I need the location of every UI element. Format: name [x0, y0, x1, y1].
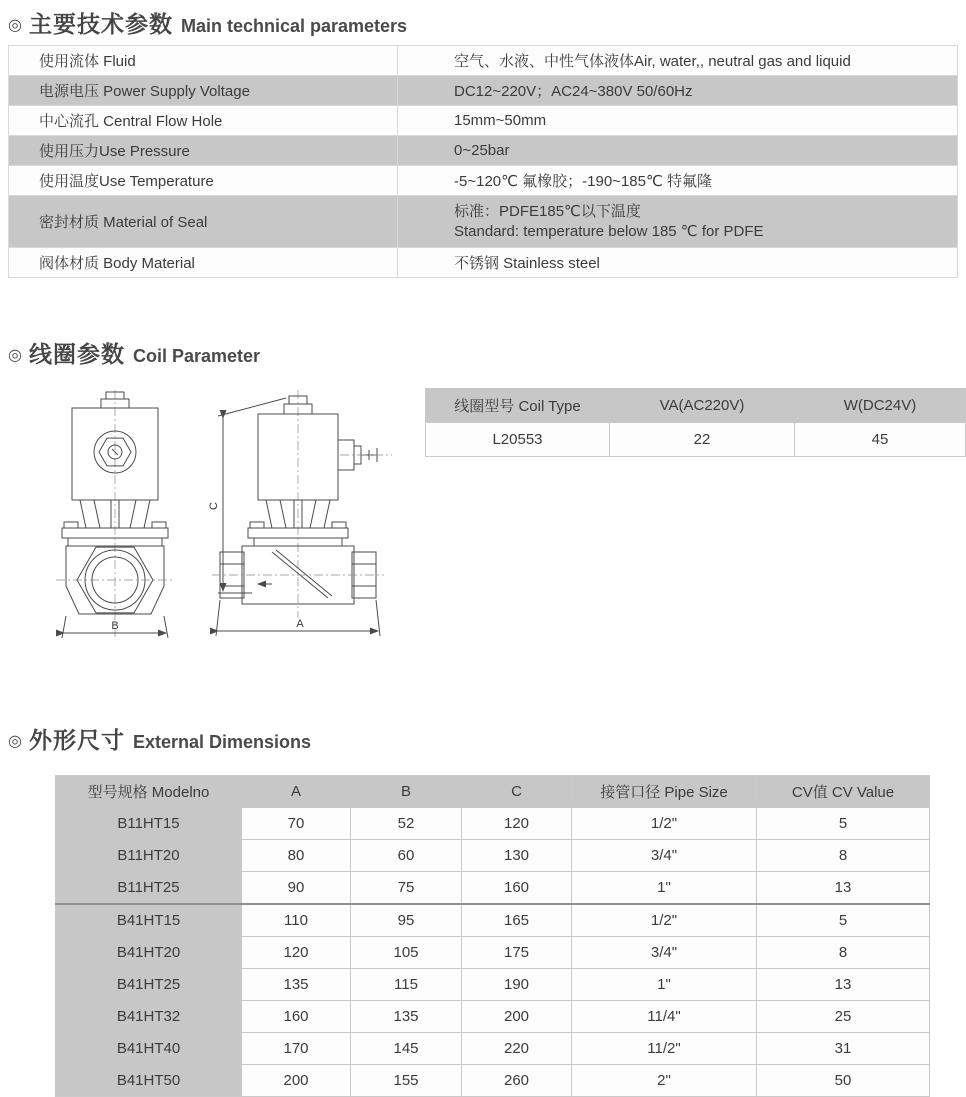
dim-c-cell: 160 [462, 872, 572, 905]
coil-w-value: 45 [795, 423, 966, 457]
param-label: 电源电压 Power Supply Voltage [9, 76, 398, 106]
pipe-size-cell: 1" [572, 969, 757, 1001]
dims-header-cv-value: CV值 CV Value [757, 776, 930, 808]
dimensions-title [8, 722, 311, 755]
coil-header-va: VA(AC220V) [610, 389, 795, 423]
table-row [56, 1033, 930, 1065]
cv-value-cell: 8 [757, 840, 930, 872]
cv-value-cell: 8 [757, 937, 930, 969]
coil-header-type: 线圈型号 Coil Type [426, 389, 610, 423]
dim-b-cell: 60 [351, 840, 462, 872]
coil-type-value: L20553 [426, 423, 610, 457]
param-label: 使用压力Use Pressure [9, 136, 398, 166]
param-label: 密封材质 Material of Seal [9, 196, 398, 248]
table-row [9, 196, 958, 248]
dim-label-b: B [111, 620, 119, 632]
model-cell: B41HT25 [56, 969, 242, 1001]
cv-value-cell: 31 [757, 1033, 930, 1065]
param-label: 使用温度Use Temperature [9, 166, 398, 196]
table-row [9, 166, 958, 196]
valve-technical-drawing [20, 388, 400, 668]
dim-b-cell: 105 [351, 937, 462, 969]
param-value: DC12~220V；AC24~380V 50/60Hz [398, 76, 958, 106]
coil-title-zh: 线圈参数 [28, 341, 125, 367]
cv-value-cell: 13 [757, 872, 930, 905]
dim-b-cell: 145 [351, 1033, 462, 1065]
dim-a-cell: 90 [242, 872, 351, 905]
dim-a-cell: 120 [242, 937, 351, 969]
dim-b-cell: 115 [351, 969, 462, 1001]
table-header-row [56, 776, 930, 808]
dim-c-cell: 220 [462, 1033, 572, 1065]
table-row [56, 872, 930, 905]
model-cell: B41HT50 [56, 1065, 242, 1097]
dim-c-cell: 175 [462, 937, 572, 969]
cv-value-cell: 5 [757, 904, 930, 937]
dim-c-cell: 260 [462, 1065, 572, 1097]
pipe-size-cell: 3/4" [572, 840, 757, 872]
param-label: 中心流孔 Central Flow Hole [9, 106, 398, 136]
table-row [56, 808, 930, 840]
pipe-size-cell: 11/4" [572, 1001, 757, 1033]
cv-value-cell: 50 [757, 1065, 930, 1097]
dim-a-cell: 110 [242, 904, 351, 937]
main-params-table [8, 45, 958, 278]
table-row [56, 937, 930, 969]
dim-b-cell: 135 [351, 1001, 462, 1033]
model-cell: B11HT20 [56, 840, 242, 872]
dim-label-c: C [208, 502, 220, 510]
table-row [9, 46, 958, 76]
dim-a-cell: 170 [242, 1033, 351, 1065]
main-params-title [8, 6, 407, 39]
dims-header-model: 型号规格 Modelno [56, 776, 242, 808]
param-value: 15mm~50mm [398, 106, 958, 136]
param-value [398, 196, 958, 248]
model-cell: B41HT15 [56, 904, 242, 937]
table-row [9, 248, 958, 278]
table-row [56, 904, 930, 937]
section-bullet-icon: ◎ [8, 347, 22, 364]
dim-b-cell: 75 [351, 872, 462, 905]
dim-c-cell: 130 [462, 840, 572, 872]
dim-c-cell: 120 [462, 808, 572, 840]
table-row [9, 106, 958, 136]
dimensions-title-zh: 外形尺寸 [28, 727, 125, 753]
dim-label-a: A [296, 618, 304, 630]
table-row [426, 423, 966, 457]
dim-c-cell: 190 [462, 969, 572, 1001]
dim-a-cell: 70 [242, 808, 351, 840]
param-label: 使用流体 Fluid [9, 46, 398, 76]
pipe-size-cell: 3/4" [572, 937, 757, 969]
model-cell: B41HT20 [56, 937, 242, 969]
coil-title-en: Coil Parameter [132, 346, 261, 366]
pipe-size-cell: 1" [572, 872, 757, 905]
param-value: 不锈钢 Stainless steel [398, 248, 958, 278]
param-value: 空气、水液、中性气体液体Air, water,, neutral gas and liquid [398, 46, 958, 76]
dim-b-cell: 52 [351, 808, 462, 840]
table-row [56, 1065, 930, 1097]
dimensions-title-en: External Dimensions [132, 732, 312, 752]
coil-header-w: W(DC24V) [795, 389, 966, 423]
dim-a-cell: 80 [242, 840, 351, 872]
pipe-size-cell: 2" [572, 1065, 757, 1097]
table-header-row [426, 389, 966, 423]
table-row [9, 136, 958, 166]
dim-a-cell: 135 [242, 969, 351, 1001]
param-value-line2: Standard: temperature below 185 ℃ for PDFE [454, 222, 764, 240]
dim-b-cell: 155 [351, 1065, 462, 1097]
dim-a-cell: 160 [242, 1001, 351, 1033]
dim-a-cell: 200 [242, 1065, 351, 1097]
param-label: 阀体材质 Body Material [9, 248, 398, 278]
dim-c-cell: 200 [462, 1001, 572, 1033]
model-cell: B41HT40 [56, 1033, 242, 1065]
dim-c-cell: 165 [462, 904, 572, 937]
coil-table [425, 388, 966, 457]
dims-header-a: A [242, 776, 351, 808]
coil-title [8, 336, 260, 369]
section-bullet-icon: ◎ [8, 733, 22, 750]
dim-b-cell: 95 [351, 904, 462, 937]
table-row [56, 1001, 930, 1033]
dims-header-pipe-size: 接管口径 Pipe Size [572, 776, 757, 808]
dims-header-c: C [462, 776, 572, 808]
dims-header-b: B [351, 776, 462, 808]
main-params-title-zh: 主要技术参数 [28, 11, 173, 37]
cv-value-cell: 13 [757, 969, 930, 1001]
dimensions-table [55, 775, 930, 1097]
main-params-title-en: Main technical parameters [180, 16, 408, 36]
param-value: 0~25bar [398, 136, 958, 166]
pipe-size-cell: 11/2" [572, 1033, 757, 1065]
coil-va-value: 22 [610, 423, 795, 457]
pipe-size-cell: 1/2" [572, 904, 757, 937]
pipe-size-cell: 1/2" [572, 808, 757, 840]
param-value: -5~120℃ 氟橡胶；-190~185℃ 特氟隆 [398, 166, 958, 196]
table-row [56, 969, 930, 1001]
cv-value-cell: 5 [757, 808, 930, 840]
param-value-line1: 标准：PDFE185℃以下温度 [454, 202, 641, 220]
table-row [9, 76, 958, 106]
cv-value-cell: 25 [757, 1001, 930, 1033]
table-row [56, 840, 930, 872]
model-cell: B41HT32 [56, 1001, 242, 1033]
model-cell: B11HT15 [56, 808, 242, 840]
section-bullet-icon: ◎ [8, 17, 22, 34]
model-cell: B11HT25 [56, 872, 242, 905]
